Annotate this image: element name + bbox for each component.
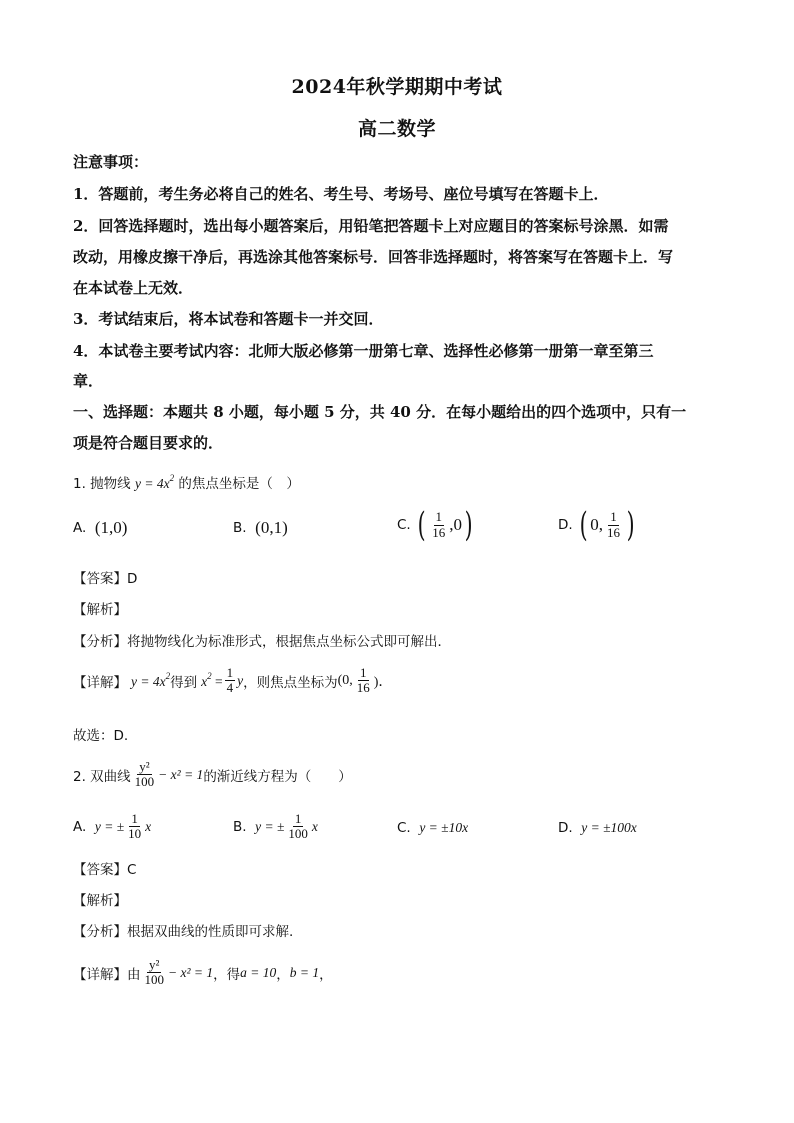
option-b: B. y = ± $\frac{1}{100}$ x <box>233 811 318 842</box>
option-a: A. y = ± $\frac{1}{10}$ x <box>73 811 152 842</box>
section-heading: 一、选择题：本题共 8 小题，每小题 5 分，共 40 分．在每小题给出的四个选项中，只有一 <box>73 403 687 421</box>
answer-line: 【答案】C <box>73 862 137 878</box>
fenxi-line: 【分析】将抛物线化为标准形式，根据焦点坐标公式即可解出． <box>73 634 451 650</box>
note-line: 2．回答选择题时，选出每小题答案后，用铅笔把答题卡上对应题目的答案标号涂黑．如需 <box>73 217 669 235</box>
option-c: C. ( $\frac{1}{16}$ ,0 ) <box>397 505 473 545</box>
note-line: 1．答题前，考生务必将自己的姓名、考生号、考场号、座位号填写在答题卡上． <box>73 185 609 203</box>
option-b: B. (0,1) <box>233 518 288 537</box>
note-line: 3．考试结束后，将本试卷和答题卡一并交回． <box>73 310 384 328</box>
exam-subject: 高二数学 <box>357 118 436 140</box>
question-2: 2. 双曲线 $\frac{\text{y²}}{100}$ − x² = 1 的渐近线方程为（ ） <box>73 759 352 790</box>
note-line: 在本试卷上无效． <box>73 279 194 297</box>
detail-line: 【详解】 由 $\frac{\text{y²}}{100}$ − x² = 1 ，得 a = 10 ， b = 1 ， <box>73 957 333 988</box>
question-1-equation: $y = 4x^2$ <box>134 473 175 491</box>
answer-line: 【答案】D <box>73 571 138 587</box>
option-a: A. (1,0) <box>73 518 128 537</box>
note-line: 4．本试卷主要考试内容：北师大版必修第一册第七章、选择性必修第一册第一章至第三 <box>73 342 654 360</box>
option-d: D. y = ±100x <box>558 820 637 836</box>
exam-title: 2024年秋学期期中考试 <box>291 76 503 98</box>
note-line: 章． <box>73 372 104 390</box>
detail-line: 【详解】 $y = 4x^2$ 得到 $x^2$ = $\frac{1}{4}$ y ，则焦点坐标为 (0, $\frac{1}{16}$ )． <box>73 665 393 696</box>
choose-line: 故选：D. <box>73 728 129 744</box>
answer-value: C <box>127 862 137 878</box>
analysis-tag: 【解析】 <box>73 602 127 618</box>
analysis-tag: 【解析】 <box>73 893 127 909</box>
answer-value: D <box>127 571 138 587</box>
note-line: 改动，用橡皮擦干净后，再选涂其他答案标号．回答非选择题时，将答案写在答题卡上．写 <box>73 248 674 266</box>
question-1-prefix: 1. 抛物线 <box>73 476 131 492</box>
section-heading-cont: 项是符合题目要求的． <box>73 434 224 452</box>
fenxi-line: 【分析】根据双曲线的性质即可求解. <box>73 924 294 940</box>
question-1 <box>73 472 300 492</box>
option-d: D. ( 0, $\frac{1}{16}$ ) <box>558 505 635 545</box>
notes-heading: 注意事项： <box>73 153 149 171</box>
option-c: C. y = ±10x <box>397 820 469 836</box>
question-1-suffix: 的焦点坐标是（ ） <box>178 476 300 492</box>
